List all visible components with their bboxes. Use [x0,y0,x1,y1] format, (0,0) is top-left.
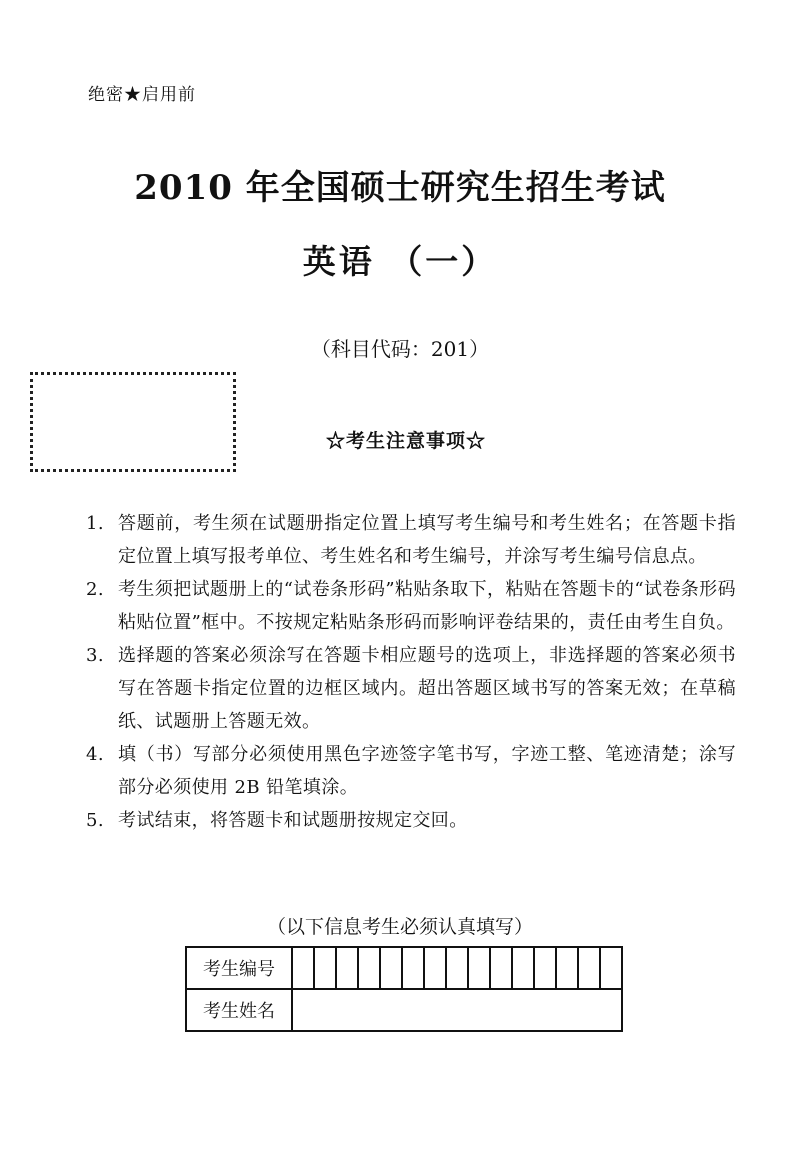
candidate-id-digit-box[interactable] [402,947,424,989]
candidate-id-digit-box[interactable] [534,947,556,989]
candidate-name-row [186,989,622,1031]
subject-code: （科目代码：201） [310,337,490,361]
subject-title: 英语 （一） [302,242,498,281]
candidate-id-label: 考生编号 [186,947,292,989]
notice-item-number: 3. [86,645,104,666]
candidate-id-digit-box[interactable] [490,947,512,989]
notice-list [86,507,736,837]
candidate-id-digit-box[interactable] [468,947,490,989]
notice-item-number: 4. [86,744,104,765]
notice-item-text: 选择题的答案必须涂写在答题卡相应题号的选项上，非选择题的答案必须书写在答题卡指定位置的边框区域内。超出答题区域书写的答案无效；在草稿纸、试题册上答题无效。 [118,645,736,732]
candidate-info-table [185,946,623,1032]
notice-item-text: 考试结束，将答题卡和试题册按规定交回。 [118,810,468,831]
barcode-sticker-area [30,372,236,472]
notice-item [86,639,736,738]
candidate-id-digit-box[interactable] [314,947,336,989]
notice-item [86,804,736,837]
notice-item-text: 填（书）写部分必须使用黑色字迹签字笔书写，字迹工整、笔迹清楚；涂写部分必须使用 2B 铅笔填涂。 [118,744,736,798]
notice-item-number: 5. [86,810,104,831]
exam-title: 2010 年全国硕士研究生招生考试 [134,168,666,208]
candidate-id-digit-box[interactable] [380,947,402,989]
candidate-id-digit-box[interactable] [336,947,358,989]
notice-item-number: 1. [86,513,104,534]
notice-item-number: 2. [86,579,104,600]
candidate-id-digit-box[interactable] [578,947,600,989]
secrecy-label: 绝密★启用前 [88,85,196,105]
notice-item [86,738,736,804]
candidate-id-digit-box[interactable] [358,947,380,989]
candidate-name-field[interactable] [292,989,622,1031]
candidate-info-caption: （以下信息考生必须认真填写） [266,916,533,938]
notice-item-text: 答题前，考生须在试题册指定位置上填写考生编号和考生姓名；在答题卡指定位置上填写报考单位、考生姓名和考生编号，并涂写考生编号信息点。 [118,513,736,567]
notice-item [86,573,736,639]
notice-item-text: 考生须把试题册上的“试卷条形码”粘贴条取下，粘贴在答题卡的“试卷条形码粘贴位置”框中。不按规定粘贴条形码而影响评卷结果的，责任由考生自负。 [118,579,736,633]
notice-item [86,507,736,573]
notice-heading: ☆考生注意事项☆ [326,430,487,452]
candidate-name-label: 考生姓名 [186,989,292,1031]
candidate-id-digit-box[interactable] [512,947,534,989]
candidate-id-digit-box[interactable] [292,947,314,989]
candidate-id-digit-box[interactable] [424,947,446,989]
candidate-id-digit-box[interactable] [556,947,578,989]
candidate-id-digit-box[interactable] [600,947,622,989]
candidate-id-digit-box[interactable] [446,947,468,989]
candidate-id-row [186,947,622,989]
